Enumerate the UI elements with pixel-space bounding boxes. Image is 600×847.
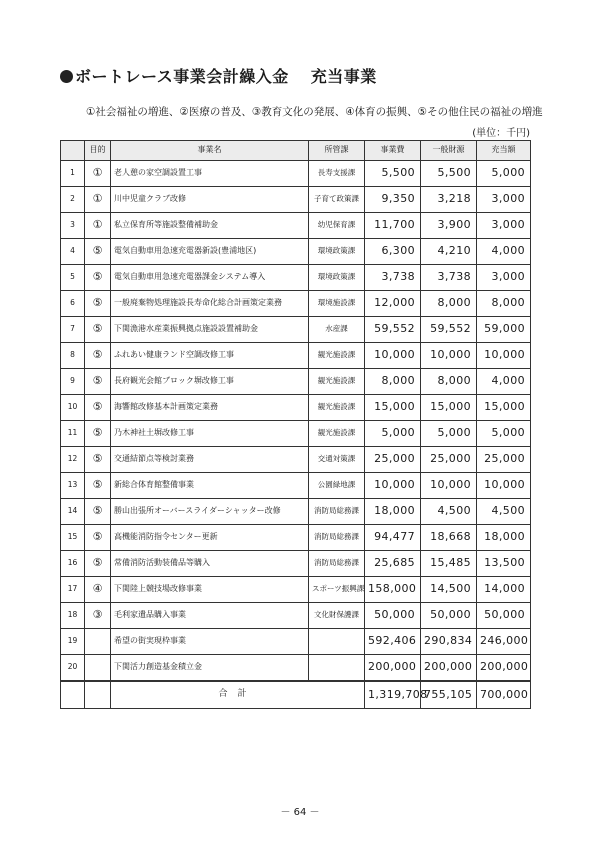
row-number: 15 <box>61 525 85 551</box>
header-no <box>61 141 85 161</box>
row-number: 12 <box>61 447 85 473</box>
department-cell: 消防局総務課 <box>309 525 365 551</box>
table-row <box>61 473 531 499</box>
project-name-cell: 老人憩の家空調設置工事 <box>111 161 309 187</box>
allotted-amount-cell: 13,500 <box>477 551 531 577</box>
header-project-cost: 事業費 <box>365 141 421 161</box>
project-name-cell: 下関陸上競技場改修事業 <box>111 577 309 603</box>
department-cell: 交通対策課 <box>309 447 365 473</box>
purpose-cell: ⑤ <box>85 369 111 395</box>
project-name-cell: 電気自動車用急速充電器新設(豊浦地区) <box>111 239 309 265</box>
project-cost-cell: 11,700 <box>365 213 421 239</box>
table-row <box>61 187 531 213</box>
general-revenue-cell: 5,500 <box>421 161 477 187</box>
project-name-cell: 常備消防活動装備品等購入 <box>111 551 309 577</box>
purpose-note: ①社会福祉の増進、②医療の普及、③教育文化の発展、④体育の振興、⑤その他住民の福祉の増進 <box>86 106 543 118</box>
department-cell: 長寿支援課 <box>309 161 365 187</box>
general-revenue-cell: 18,668 <box>421 525 477 551</box>
allotted-amount-cell: 3,000 <box>477 187 531 213</box>
title-main: ボートレース事業会計繰入金 <box>75 67 289 86</box>
project-cost-cell: 59,552 <box>365 317 421 343</box>
page-title <box>60 64 377 87</box>
allotted-amount-cell: 18,000 <box>477 525 531 551</box>
total-allot: 700,000 <box>477 681 531 709</box>
allotted-amount-cell: 50,000 <box>477 603 531 629</box>
project-name-cell: 海響館改修基本計画策定業務 <box>111 395 309 421</box>
department-cell: 子育て政策課 <box>309 187 365 213</box>
table-row <box>61 317 531 343</box>
project-table <box>60 140 531 709</box>
table-row <box>61 551 531 577</box>
row-number: 17 <box>61 577 85 603</box>
allotted-amount-cell: 5,000 <box>477 161 531 187</box>
allotted-amount-cell: 4,500 <box>477 499 531 525</box>
general-revenue-cell: 3,900 <box>421 213 477 239</box>
general-revenue-cell: 200,000 <box>421 655 477 682</box>
project-name-cell: 一般廃棄物処理施設長寿命化総合計画策定業務 <box>111 291 309 317</box>
table-row <box>61 577 531 603</box>
general-revenue-cell: 10,000 <box>421 343 477 369</box>
general-revenue-cell: 14,500 <box>421 577 477 603</box>
department-cell: 幼児保育課 <box>309 213 365 239</box>
purpose-cell: ⑤ <box>85 499 111 525</box>
table-row <box>61 395 531 421</box>
general-revenue-cell: 290,834 <box>421 629 477 655</box>
allotted-amount-cell: 3,000 <box>477 265 531 291</box>
purpose-cell: ⑤ <box>85 525 111 551</box>
allotted-amount-cell: 25,000 <box>477 447 531 473</box>
project-name-cell: 乃木神社土塀改修工事 <box>111 421 309 447</box>
row-number: 3 <box>61 213 85 239</box>
project-cost-cell: 50,000 <box>365 603 421 629</box>
table-row <box>61 239 531 265</box>
row-number: 13 <box>61 473 85 499</box>
department-cell <box>309 629 365 655</box>
project-cost-cell: 18,000 <box>365 499 421 525</box>
row-number: 7 <box>61 317 85 343</box>
purpose-cell: ① <box>85 161 111 187</box>
general-revenue-cell: 25,000 <box>421 447 477 473</box>
table-row <box>61 447 531 473</box>
title-sub: 充当事業 <box>310 67 377 86</box>
project-name-cell: 毛利家遺品購入事業 <box>111 603 309 629</box>
table-row <box>61 291 531 317</box>
total-general: 755,105 <box>421 681 477 709</box>
purpose-cell: ⑤ <box>85 343 111 369</box>
purpose-cell: ⑤ <box>85 265 111 291</box>
project-cost-cell: 592,406 <box>365 629 421 655</box>
row-number: 6 <box>61 291 85 317</box>
general-revenue-cell: 4,210 <box>421 239 477 265</box>
department-cell: 環境政策課 <box>309 239 365 265</box>
project-name-cell: 希望の街実現枠事業 <box>111 629 309 655</box>
purpose-cell: ⑤ <box>85 291 111 317</box>
table-row <box>61 603 531 629</box>
project-name-cell: 下関活力創造基金積立金 <box>111 655 309 682</box>
purpose-cell <box>85 629 111 655</box>
purpose-cell: ③ <box>85 603 111 629</box>
project-cost-cell: 10,000 <box>365 343 421 369</box>
header-general-revenue: 一般財源 <box>421 141 477 161</box>
general-revenue-cell: 8,000 <box>421 291 477 317</box>
row-number: 10 <box>61 395 85 421</box>
project-name-cell: 電気自動車用急速充電器課金システム導入 <box>111 265 309 291</box>
page-number: － 64 － <box>280 807 320 818</box>
allotted-amount-cell: 200,000 <box>477 655 531 682</box>
row-number: 11 <box>61 421 85 447</box>
project-cost-cell: 6,300 <box>365 239 421 265</box>
project-cost-cell: 9,350 <box>365 187 421 213</box>
department-cell: 観光施設課 <box>309 369 365 395</box>
project-name-cell: 新総合体育館整備事業 <box>111 473 309 499</box>
purpose-cell: ⑤ <box>85 447 111 473</box>
row-number: 9 <box>61 369 85 395</box>
project-cost-cell: 12,000 <box>365 291 421 317</box>
allotted-amount-cell: 15,000 <box>477 395 531 421</box>
general-revenue-cell: 5,000 <box>421 421 477 447</box>
row-number: 5 <box>61 265 85 291</box>
project-cost-cell: 94,477 <box>365 525 421 551</box>
row-number: 20 <box>61 655 85 682</box>
table-row <box>61 499 531 525</box>
department-cell: 環境施設課 <box>309 291 365 317</box>
project-name-cell: 川中児童クラブ改修 <box>111 187 309 213</box>
department-cell: 観光施設課 <box>309 421 365 447</box>
project-cost-cell: 5,500 <box>365 161 421 187</box>
table-row <box>61 213 531 239</box>
allotted-amount-cell: 8,000 <box>477 291 531 317</box>
header-purpose: 目的 <box>85 141 111 161</box>
row-number: 4 <box>61 239 85 265</box>
department-cell: 消防局総務課 <box>309 551 365 577</box>
total-label: 合計 <box>111 681 365 709</box>
department-cell: 消防局総務課 <box>309 499 365 525</box>
allotted-amount-cell: 4,000 <box>477 369 531 395</box>
total-blank <box>85 681 111 709</box>
table-row <box>61 655 531 682</box>
project-cost-cell: 25,000 <box>365 447 421 473</box>
general-revenue-cell: 15,485 <box>421 551 477 577</box>
allotted-amount-cell: 10,000 <box>477 343 531 369</box>
project-cost-cell: 8,000 <box>365 369 421 395</box>
table-row <box>61 421 531 447</box>
department-cell: 公園緑地課 <box>309 473 365 499</box>
table-body <box>61 161 531 682</box>
header-department: 所管課 <box>309 141 365 161</box>
purpose-cell: ⑤ <box>85 421 111 447</box>
total-row <box>61 681 531 709</box>
row-number: 2 <box>61 187 85 213</box>
department-cell: 環境政策課 <box>309 265 365 291</box>
table-header-row <box>61 141 531 161</box>
purpose-cell: ⑤ <box>85 317 111 343</box>
project-cost-cell: 10,000 <box>365 473 421 499</box>
project-cost-cell: 3,738 <box>365 265 421 291</box>
project-name-cell: 高機能消防指令センター更新 <box>111 525 309 551</box>
header-allotted-amount: 充当額 <box>477 141 531 161</box>
total-blank <box>61 681 85 709</box>
table-row <box>61 343 531 369</box>
department-cell: 文化財保護課 <box>309 603 365 629</box>
purpose-cell: ⑤ <box>85 395 111 421</box>
table-row <box>61 525 531 551</box>
department-cell: 水産課 <box>309 317 365 343</box>
bullet-icon <box>60 70 73 83</box>
project-name-cell: 長府観光会館ブロック塀改修工事 <box>111 369 309 395</box>
allotted-amount-cell: 4,000 <box>477 239 531 265</box>
purpose-cell: ① <box>85 213 111 239</box>
allotted-amount-cell: 246,000 <box>477 629 531 655</box>
table-row <box>61 369 531 395</box>
allotted-amount-cell: 10,000 <box>477 473 531 499</box>
general-revenue-cell: 8,000 <box>421 369 477 395</box>
row-number: 19 <box>61 629 85 655</box>
allotted-amount-cell: 59,000 <box>477 317 531 343</box>
allotted-amount-cell: 5,000 <box>477 421 531 447</box>
department-cell: スポーツ振興課 <box>309 577 365 603</box>
department-cell: 観光施設課 <box>309 343 365 369</box>
project-cost-cell: 15,000 <box>365 395 421 421</box>
table-row <box>61 629 531 655</box>
table-row <box>61 161 531 187</box>
general-revenue-cell: 50,000 <box>421 603 477 629</box>
project-cost-cell: 25,685 <box>365 551 421 577</box>
project-name-cell: ふれあい健康ランド空調改修工事 <box>111 343 309 369</box>
unit-label: (単位：千円) <box>472 128 530 139</box>
general-revenue-cell: 4,500 <box>421 499 477 525</box>
purpose-cell: ⑤ <box>85 239 111 265</box>
purpose-cell: ⑤ <box>85 473 111 499</box>
general-revenue-cell: 3,738 <box>421 265 477 291</box>
project-name-cell: 交通結節点等検討業務 <box>111 447 309 473</box>
row-number: 14 <box>61 499 85 525</box>
project-cost-cell: 200,000 <box>365 655 421 682</box>
purpose-cell: ⑤ <box>85 551 111 577</box>
project-name-cell: 下関漁港水産業振興拠点施設設置補助金 <box>111 317 309 343</box>
row-number: 16 <box>61 551 85 577</box>
table-row <box>61 265 531 291</box>
general-revenue-cell: 3,218 <box>421 187 477 213</box>
row-number: 1 <box>61 161 85 187</box>
department-cell: 観光施設課 <box>309 395 365 421</box>
general-revenue-cell: 15,000 <box>421 395 477 421</box>
purpose-cell: ① <box>85 187 111 213</box>
project-name-cell: 私立保育所等施設整備補助金 <box>111 213 309 239</box>
project-cost-cell: 5,000 <box>365 421 421 447</box>
total-cost: 1,319,708 <box>365 681 421 709</box>
allotted-amount-cell: 3,000 <box>477 213 531 239</box>
general-revenue-cell: 10,000 <box>421 473 477 499</box>
row-number: 8 <box>61 343 85 369</box>
department-cell <box>309 655 365 682</box>
project-name-cell: 勝山出張所オーバースライダーシャッター改修 <box>111 499 309 525</box>
allotted-amount-cell: 14,000 <box>477 577 531 603</box>
purpose-cell: ④ <box>85 577 111 603</box>
purpose-cell <box>85 655 111 682</box>
project-cost-cell: 158,000 <box>365 577 421 603</box>
row-number: 18 <box>61 603 85 629</box>
header-project-name: 事業名 <box>111 141 309 161</box>
general-revenue-cell: 59,552 <box>421 317 477 343</box>
